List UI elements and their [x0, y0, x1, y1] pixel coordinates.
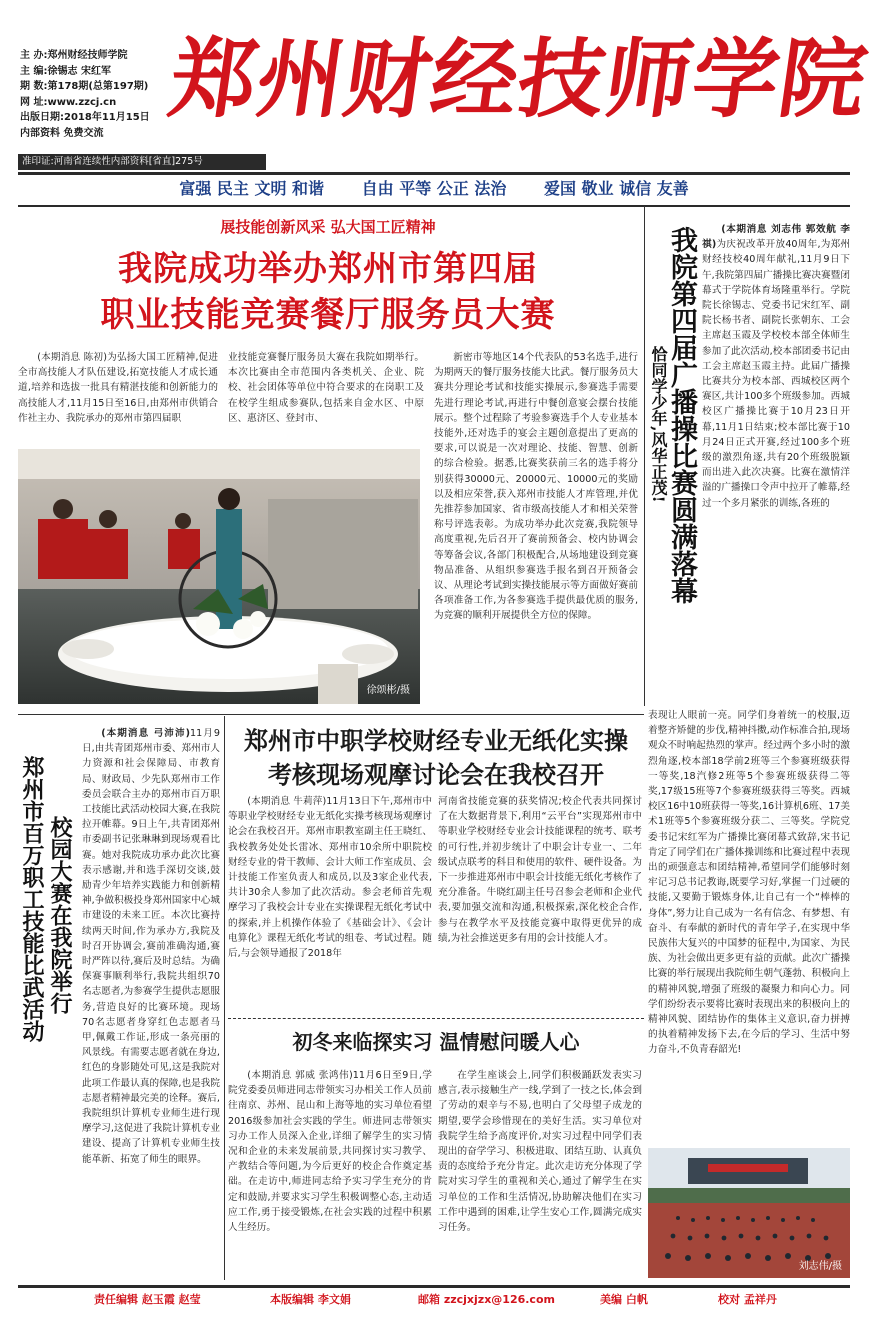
slogan-item: 富强 民主 文明 和谐 [179, 179, 325, 198]
footer-page-editor: 本版编辑 李文娟 [270, 1293, 351, 1306]
lead-column-3: 新密市等地区14个代表队的53名选手,进行为期两天的餐厅服务技能大比武。餐厅服务员大赛共分理论考试和技能实操展示,参赛选手需要先进行理论考试,再进行中餐创意宴会摆台技能展示。整个过程除了考验参赛选手个人专业基本技能外,还对选手的宴会主题创意提出了更高的要求,可以说是一次对理论、技能、智慧、创新的综合检验。据悉,比赛奖获前三名的选手将分别获得30000元、20000元、10000元的奖励以及相应荣誉,获入郑州市技能人才库管理,并优先推荐参加国家、省市级高技能人才和相关荣誉称号评选表彰。为成功举办此次竞赛,我院领导高度重视,先后召开了赛前预备会、校内协调会等筹备会议,各部门积极配合,从场地建设到竞赛物品准备、从组织参赛选手报名到召开预备会议、从理论考试到实操技能展示等方面做好赛前各项准备工作,为各参赛选手提供最优质的服务,为竞赛的顺利开展提供全方位的保障。 [434, 352, 638, 622]
lead-headline-line: 我院成功举办郑州市第四届 [118, 249, 538, 289]
banquet-photo [18, 449, 420, 704]
paperless-headline-line: 考核现场观摩讨论会在我校召开 [268, 760, 604, 789]
gymnastics-photo [648, 1148, 850, 1278]
lead-headline [18, 246, 638, 338]
lead-column-1: (本期消息 陈初)为弘扬大国工匠精神,促进全市高技能人才队伍建设,拓宽技能人才成长通道,培养和选拔一批具有精湛技能和创新能力的高技能人才,11月15日至16日,由郑州市供销合作社主办、我院承办的郑州市第四届职 [18, 352, 218, 424]
section-divider [18, 714, 644, 715]
competition-headline-b: 校园大赛在我院举行 [47, 816, 73, 1014]
broadcast-byline: (本期消息 刘志伟 郭效航 李祺) [702, 224, 850, 251]
footer-email: 邮箱 zzcjxjzx@126.com [418, 1293, 555, 1306]
newspaper-title: 郑州财经技师学院 [163, 29, 874, 130]
meta-line: 网 址:www.zzcj.cn [20, 96, 117, 108]
competition-column: (本期消息 弓沛沛)11月9日,由共青团郑州市委、郑州市人力资源和社会保障局、市教育局、财政局、少先队郑州市工作委员会联合主办的郑州市百万职工技能比武活动校园大赛,在我院拉开帷幕。9日上午,共青团郑州市委副书记张琳琳到现场观看比赛。她对我院成功承办此次比赛表示感谢,并和选手深切交谈,鼓励青少年培养实践能力和创新精神,争做积极投身郑州国家中心城市建设的未来工匠。本次比赛持续两天时间,作为承办方,我院及时召开协调会,赛前准确沟通,赛时严阵以待,赛后及时总结。为确保赛事顺利举行,我院共组织70名志愿者,为参赛学生提供志愿服务,营造良好的比赛环境。现场70名志愿者身穿红色志愿者马甲,佩戴工作证,形成一条亮丽的风景线。有需要志愿者就在身边,红色的身影随处可见,这是我院对此项工作最认真的保障,也是我院志愿者精神最完美的诠释。赛后,我院组织计算机专业师生进行现摩学习,这促进了我院计算机专业建设、提高了计算机专业师生技能革新、拓宽了师生的眼界。 [82, 728, 221, 1165]
slogan-item: 自由 平等 公正 法治 [361, 179, 507, 198]
broadcast-headline: 我院第四届广播操比赛圆满落幕 [666, 226, 697, 604]
paperless-headline [228, 724, 644, 792]
competition-headline-a: 郑州市百万职工技能比武活动 [19, 756, 45, 1042]
permit-number: 准印证:河南省连续性内部资料[省直]275号 [18, 154, 266, 170]
internship-column-1: (本期消息 郭威 张鸿伟)11月6日至9日,学院党委委员师进同志带领实习办相关工作人员前往南京、苏州、昆山和上海等地的实习单位看望2016级参加社会实践的学生。师进同志带领实习办工作人员深入企业,详细了解学生的实习情况和企业的未来发展前景,共同探讨实习教学、产教结合等问题,为今后更好的校企合作奠定基础。在走访中,师进同志给予实习学生充分的肯定和鼓励,并要求实习学生积极调整心态,主动适应工作,勇于接受锻炼,在社会实践的过程中积累人生经历。 [228, 1070, 432, 1234]
footer-editor: 责任编辑 赵玉霞 赵莹 [94, 1293, 201, 1306]
core-values-slogan [18, 172, 850, 207]
broadcast-subhead: 恰同学少年,风华正茂! [649, 346, 668, 503]
photo-credit: 刘志伟/摄 [798, 1261, 842, 1272]
column-divider [644, 206, 645, 706]
slogan-item: 爱国 敬业 诚信 友善 [543, 179, 689, 198]
meta-line: 出版日期:2018年11月15日 [20, 112, 150, 123]
banquet-photo-illustration [18, 449, 420, 704]
masthead-meta [20, 48, 180, 141]
section-divider [228, 1018, 644, 1019]
footer-designer: 美编 白帆 [600, 1293, 648, 1306]
broadcast-column-top: (本期消息 刘志伟 郭效航 李祺)为庆祝改革开放40周年,为郑州财经技校40周年献礼,11月9日下午,我院第四届广播操比赛决赛暨闭幕式于学院体育场隆重举行。学院院长徐锡志、党委书记宋红军、副院长杨书者、副院长张朝东、工会主席赵玉霞及学校校本部全体师生参加了此次活动,校本部团委书记由工会主席赵玉霞主持。此届广播操比赛共分为校本部、西城校区两个赛区,共计100多个班级参加。西城校区广播操比赛于10月23日开幕,11月1日结束;校本部比赛于10月24日正式开赛,经过100多个班级的激烈角逐,共有20个班级脱颖而出进入此次决赛。比赛在激情洋溢的广播操口令声中拉开了帷幕,经过一个多月紧张的训练,各班的 [702, 224, 850, 509]
lead-kicker: 展技能创新风采 弘大国工匠精神 [220, 218, 436, 236]
paperless-headline-line: 郑州市中职学校财经专业无纸化实操 [244, 726, 628, 755]
paperless-column-2: 河南省技能竞赛的获奖情况;校企代表共同探讨了在大数据背景下,利用“云平台”实现郑州市中等职业学校财经专业会计技能课程的统考、联考的可行性,并初步统计了中职会计专业一、二年级试点联考的科目和使用的软件、硬件设备。为下一步推进郑州市中职会计技能无纸化考核作了充分准备。牛晓红副主任号召参会老师和企业代表,要加强交流和沟通,积极探索,深化校企合作,参与在教学水平及技能竞赛中取得更优异的成绩,为社会推送更多有用的会计技能人才。 [438, 796, 642, 944]
lead-column-2: 业技能竞赛餐厅服务员大赛在我院如期举行。本次比赛由全市范围内各类机关、企业、院校、社会团体等单位中符合要求的在岗职工及在校学生组成参赛队,包括来自金水区、中原区、惠济区、登封市、 [228, 352, 424, 424]
meta-line: 主 编:徐锡志 宋红军 [20, 65, 111, 77]
meta-line: 内部资料 免费交流 [20, 127, 104, 139]
editorial-footer [18, 1285, 850, 1314]
footer-proofreader: 校对 孟祥丹 [718, 1293, 777, 1306]
column-divider [224, 716, 225, 1280]
internship-headline: 初冬来临探实习 温情慰问暖人心 [292, 1030, 580, 1054]
photo-credit: 徐颂彬/摄 [366, 685, 410, 696]
broadcast-column-bottom: 表现让人眼前一亮。同学们身着统一的校服,迈着整齐矫健的步伐,精神抖擞,动作标准合拍,现场观众不时响起热烈的掌声。经过两个多小时的激烈角逐,校本部18学前2班等三个参赛班级获得一等奖,18汽修2班等5个参赛班级获得二等奖,17级15班等7个参赛班级获得三等奖。西城校区16中10班获得一等奖,16计算机6班、17美术1班等5个参赛班级分获二、三等奖。学院党委书记宋红军为广播操比赛闭幕式致辞,宋书记肯定了同学们在广播体操训练和比赛过程中表现出的顽强意志和团结精神,希望同学们能够时刻牢记习总书记教诲,既要学习好,掌握一门过硬的技能,又要勤于锻炼身体,让自己有一个“棒棒的身体”,努力让自己成为一名有信念、有梦想、有奋斗、有奉献的新时代的青年学子,在实现中华民族伟大复兴的中国梦的征程中,为国家、为民族、为社会做出更多更有益的贡献。此次广播操比赛的举行展现出我院师生朝气蓬勃、积极向上的精神风貌,增强了班级的凝聚力和向心力。同学们纷纷表示要将比赛时表现出来的积极向上的精神风貌、团结协作的集体主义意识,奋力拼搏的执着精神发扬下去,在今后的学习、生活中努力奋斗,不负青春韶光! [648, 710, 850, 1056]
meta-line: 期 数:第178期(总第197期) [20, 81, 149, 92]
competition-byline: (本期消息 弓沛沛) [101, 728, 190, 739]
meta-line: 主 办:郑州财经技师学院 [20, 50, 128, 61]
paperless-column-1: (本期消息 牛莉萍)11月13日下午,郑州市中等职业学校财经专业无纸化实操考核现场观摩讨论会在我校召开。郑州市职教室副主任王晓红、我校教务处处长雷冰、郑州市10余所中职院校财经专业的骨干教师、会计大师工作室成员、会计技能工作室负责人和成员,以及3家企业代表,共计30余人参加了此次活动。参会老师首先观摩学习了我校会计专业在实操课程无纸化考试中的探索,并上机操作体验了《基础会计》、《会计电算化》课程无纸化考试的组卷、考试过程。随后,与会领导通报了2018年 [228, 796, 432, 960]
lead-headline-line: 职业技能竞赛餐厅服务员大赛 [100, 295, 556, 335]
internship-column-2: 在学生座谈会上,同学们积极踊跃发表实习感言,表示接触生产一线,学到了一技之长,体会到了劳动的艰辛与不易,也明白了父母望子成龙的期望,要学会珍惜现在的美好生活。实习单位对我院学生给予高度评价,对实习过程中同学们表现出的奋学学习、积极进取、团结互助、认真负责的态度给予充分肯定。此次走访充分体现了学院对实习学生的重视和关心,通过了解学生在实习单位的工作和生活情况,协助解决他们在实习工作中遇到的困难,让学生安心工作,圆满完成实习任务。 [438, 1070, 642, 1234]
